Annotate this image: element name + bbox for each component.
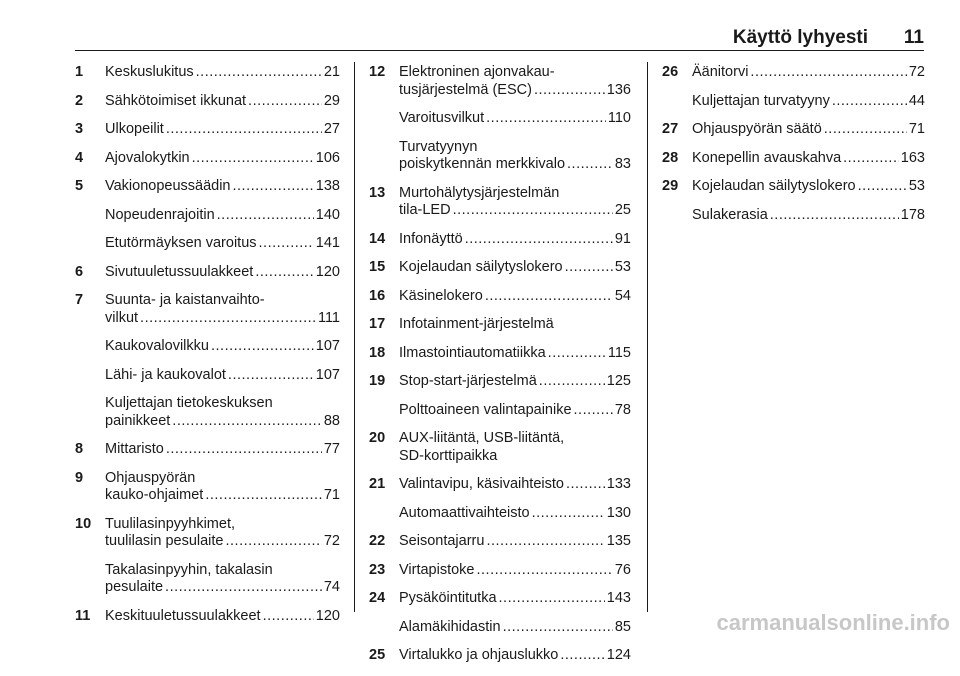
entry-page-ref[interactable]: 53 [908,178,925,194]
entry-text: Virtalukko ja ohjauslukko [399,647,559,663]
entry-page-ref[interactable]: 21 [323,64,340,80]
leader-dots [196,64,322,82]
entry-text: Elektroninen ajonvakau- [399,64,555,80]
leader-dots [211,338,314,356]
entry-page-ref[interactable]: 72 [323,533,340,549]
index-column-2 [369,64,631,676]
entry-text: tuulilasin pesulaite [105,533,224,549]
entry-page-ref[interactable]: 140 [315,206,340,223]
entry-text: Murtohälytysjärjestelmän [399,184,560,201]
entry-page-ref[interactable]: 72 [908,64,925,80]
entry-text: Virtapistoke [399,561,475,578]
index-column-3 [662,64,925,235]
entry-page-ref[interactable]: 120 [315,263,340,280]
entry-text: Konepellin avauskahva [692,149,842,166]
leader-dots [259,235,314,253]
entry-text: painikkeet [105,412,171,429]
index-entry [75,441,340,459]
entry-number: 1 [75,64,84,80]
entry-page-ref[interactable]: 124 [606,647,631,663]
entry-text: Kuljettajan tietokeskuksen [105,395,273,411]
leader-dots [486,110,606,128]
entry-number: 3 [75,121,84,137]
index-entry [662,178,925,196]
leader-dots [217,207,314,225]
entry-page-ref[interactable]: 107 [315,366,340,383]
entry-page-ref[interactable]: 135 [606,533,631,549]
index-entry [75,367,340,385]
entry-text: Pysäköintitutka [399,590,497,606]
leader-dots [534,82,605,100]
entry-number: 29 [662,178,679,194]
index-entry [662,121,925,139]
entry-page-ref[interactable]: 115 [607,344,631,361]
index-entry [369,590,631,608]
entry-text: Suunta- ja kaistanvaihto- [105,292,265,308]
index-column-1 [75,64,340,636]
entry-text: kauko-ohjaimet [105,487,204,503]
entry-text: Infotainment-järjestelmä [399,316,554,332]
index-entry [75,395,340,430]
index-entry [75,207,340,225]
leader-dots [166,441,322,459]
entry-number: 10 [75,515,92,532]
entry-text: Tuulilasinpyyhkimet, [105,515,236,532]
entry-page-ref[interactable]: 111 [317,309,340,326]
index-entry [369,562,631,580]
leader-dots [832,93,907,111]
entry-page-ref[interactable]: 136 [606,81,631,98]
entry-number: 18 [369,344,386,361]
leader-dots [843,150,899,168]
entry-number: 23 [369,561,386,578]
index-entry [75,235,340,253]
entry-text: Keskituuletussuulakkeet [105,607,261,624]
index-entry [75,516,340,551]
entry-page-ref[interactable]: 77 [323,441,340,457]
index-entry [369,345,631,363]
entry-text: Mittaristo [105,441,164,457]
index-entry [662,64,925,82]
leader-dots [486,533,604,551]
leader-dots [574,402,613,420]
page-header [75,0,924,51]
entry-text: Äänitorvi [692,64,749,80]
entry-text: Kuljettajan turvatyyny [692,92,830,109]
entry-text: Infonäyttö [399,230,463,247]
entry-page-ref[interactable]: 74 [323,579,340,595]
entry-number: 14 [369,230,386,247]
entry-page-ref[interactable]: 71 [323,487,340,503]
index-entry [75,150,340,168]
entry-page-ref[interactable]: 85 [614,618,631,635]
leader-dots [499,590,605,608]
entry-text: Alamäkihidastin [399,618,501,635]
entry-text: Varoitusvilkut [399,110,485,126]
index-entry [75,93,340,111]
entry-page-ref[interactable]: 91 [614,230,631,247]
entry-page-ref[interactable]: 25 [614,202,631,218]
entry-text: Polttoaineen valintapainike [399,401,572,418]
entry-text: Ulkopeilit [105,121,164,137]
entry-page-ref[interactable]: 88 [323,412,340,429]
entry-text: Kojelaudan säilytyslokero [399,259,563,275]
index-entry [369,110,631,128]
entry-text: pesulaite [105,579,164,595]
index-entry [75,121,340,139]
leader-dots [539,373,605,391]
index-entry [369,430,631,465]
entry-text: Kojelaudan säilytyslokero [692,178,856,194]
leader-dots [192,150,314,168]
entry-text: Keskuslukitus [105,64,194,80]
leader-dots [824,121,907,139]
entry-text: tila-LED [399,202,451,218]
leader-dots [205,487,322,505]
entry-number: 26 [662,64,679,80]
entry-text: Ajovalokytkin [105,149,190,166]
leader-dots [770,207,899,225]
index-entry [75,562,340,597]
entry-page-ref[interactable]: 78 [614,401,631,418]
entry-text: Kaukovalovilkku [105,338,209,354]
entry-text: Ohjauspyörän säätö [692,121,822,137]
index-entry [369,619,631,637]
leader-dots [465,231,613,249]
index-entry [75,470,340,505]
leader-dots [248,93,322,111]
index-entry [662,150,925,168]
entry-number: 6 [75,263,84,280]
entry-page-ref[interactable]: 110 [607,110,631,126]
column-divider [354,62,355,612]
leader-dots [485,288,613,306]
index-entry [75,64,340,82]
entry-page-ref[interactable]: 53 [614,259,631,275]
entry-number: 9 [75,469,84,486]
entry-text: Automaattivaihteisto [399,504,530,521]
entry-number: 13 [369,184,386,201]
entry-page-ref[interactable]: 71 [908,121,925,137]
index-entry [369,64,631,99]
entry-text: Valintavipu, käsivaihteisto [399,476,564,492]
index-entry [369,231,631,249]
index-entry [75,178,340,196]
entry-page-ref[interactable]: 107 [315,338,340,354]
leader-dots [548,345,606,363]
entry-page-ref[interactable]: 138 [315,178,340,194]
entry-text: Lähi- ja kaukovalot [105,366,226,383]
entry-page-ref[interactable]: 125 [606,373,631,389]
entry-text: Ilmastointiautomatiikka [399,344,546,361]
entry-text: Takalasinpyyhin, takalasin [105,561,273,578]
entry-page-ref[interactable]: 130 [606,504,631,521]
leader-dots [560,647,604,665]
entry-number: 25 [369,647,386,663]
entry-page-ref[interactable]: 54 [614,287,631,304]
leader-dots [263,608,314,626]
entry-text: SD-korttipaikka [399,447,498,464]
entry-page-ref[interactable]: 27 [323,121,340,137]
entry-number: 20 [369,430,386,446]
page-number: 11 [903,27,924,48]
watermark: carmanualsonline.info [716,610,950,635]
entry-page-ref[interactable]: 106 [315,149,340,166]
entry-page-ref[interactable]: 44 [908,92,925,109]
entry-page-ref[interactable]: 120 [315,607,340,624]
index-entry [369,139,631,174]
page-title: Käyttö lyhyesti [732,27,868,48]
entry-page-ref[interactable]: 163 [900,149,925,166]
entry-number: 5 [75,178,84,194]
leader-dots [140,310,316,328]
entry-number: 16 [369,287,386,304]
entry-text: Nopeudenrajoitin [105,206,215,223]
entry-text: Turvatyynyn [399,138,478,155]
index-entry [369,259,631,277]
entry-text: Stop-start-järjestelmä [399,373,537,389]
entry-number: 17 [369,316,386,332]
entry-number: 22 [369,533,386,549]
leader-dots [255,264,313,282]
entry-text: Sivutuuletussuulakkeet [105,263,254,280]
entry-page-ref[interactable]: 141 [315,235,340,251]
leader-dots [565,259,613,277]
leader-dots [503,619,613,637]
entry-page-ref[interactable]: 178 [900,206,925,223]
entry-text: AUX-liitäntä, USB-liitäntä, [399,430,565,446]
index-entry [75,608,340,626]
leader-dots [165,579,322,597]
leader-dots [453,202,613,220]
index-entry [369,316,631,334]
leader-dots [172,413,322,431]
entry-text: Käsinelokero [399,287,483,304]
entry-number: 8 [75,441,84,457]
entry-number: 28 [662,149,679,166]
index-entry [662,207,925,225]
index-entry [369,505,631,523]
entry-number: 24 [369,590,386,606]
index-entry [369,288,631,306]
index-entry [75,338,340,356]
index-entry [662,93,925,111]
leader-dots [567,156,613,174]
entry-number: 19 [369,373,386,389]
entry-page-ref[interactable]: 143 [606,590,631,606]
leader-dots [228,367,314,385]
index-entry [369,185,631,220]
index-entry [369,533,631,551]
entry-page-ref[interactable]: 29 [323,92,340,109]
entry-text: Vakionopeussäädin [105,178,231,194]
entry-text: Sähkötoimiset ikkunat [105,92,247,109]
entry-text: vilkut [105,309,139,326]
entry-number: 27 [662,121,679,137]
index-entry [369,402,631,420]
entry-number: 2 [75,92,84,109]
index-entry [369,647,631,665]
index-entry [75,264,340,282]
entry-page-ref[interactable]: 133 [606,476,631,492]
entry-text: Sulakerasia [692,206,768,223]
leader-dots [226,533,322,551]
index-entry [369,476,631,494]
leader-dots [166,121,322,139]
leader-dots [858,178,907,196]
entry-number: 4 [75,149,84,166]
leader-dots [750,64,906,82]
entry-text: Seisontajarru [399,533,485,549]
index-entry [75,292,340,327]
leader-dots [532,505,605,523]
entry-number: 7 [75,292,84,308]
entry-text: tusjärjestelmä (ESC) [399,81,532,98]
index-entry [369,373,631,391]
entry-page-ref[interactable]: 76 [614,561,631,578]
leader-dots [477,562,613,580]
entry-number: 12 [369,64,386,80]
entry-text: poiskytkennän merkkivalo [399,156,566,172]
entry-number: 11 [75,607,91,624]
entry-number: 21 [369,476,386,492]
entry-number: 15 [369,259,386,275]
entry-text: Ohjauspyörän [105,469,196,486]
leader-dots [566,476,605,494]
column-divider [647,62,648,612]
entry-page-ref[interactable]: 83 [614,156,631,172]
leader-dots [233,178,314,196]
entry-text: Etutörmäyksen varoitus [105,235,257,251]
